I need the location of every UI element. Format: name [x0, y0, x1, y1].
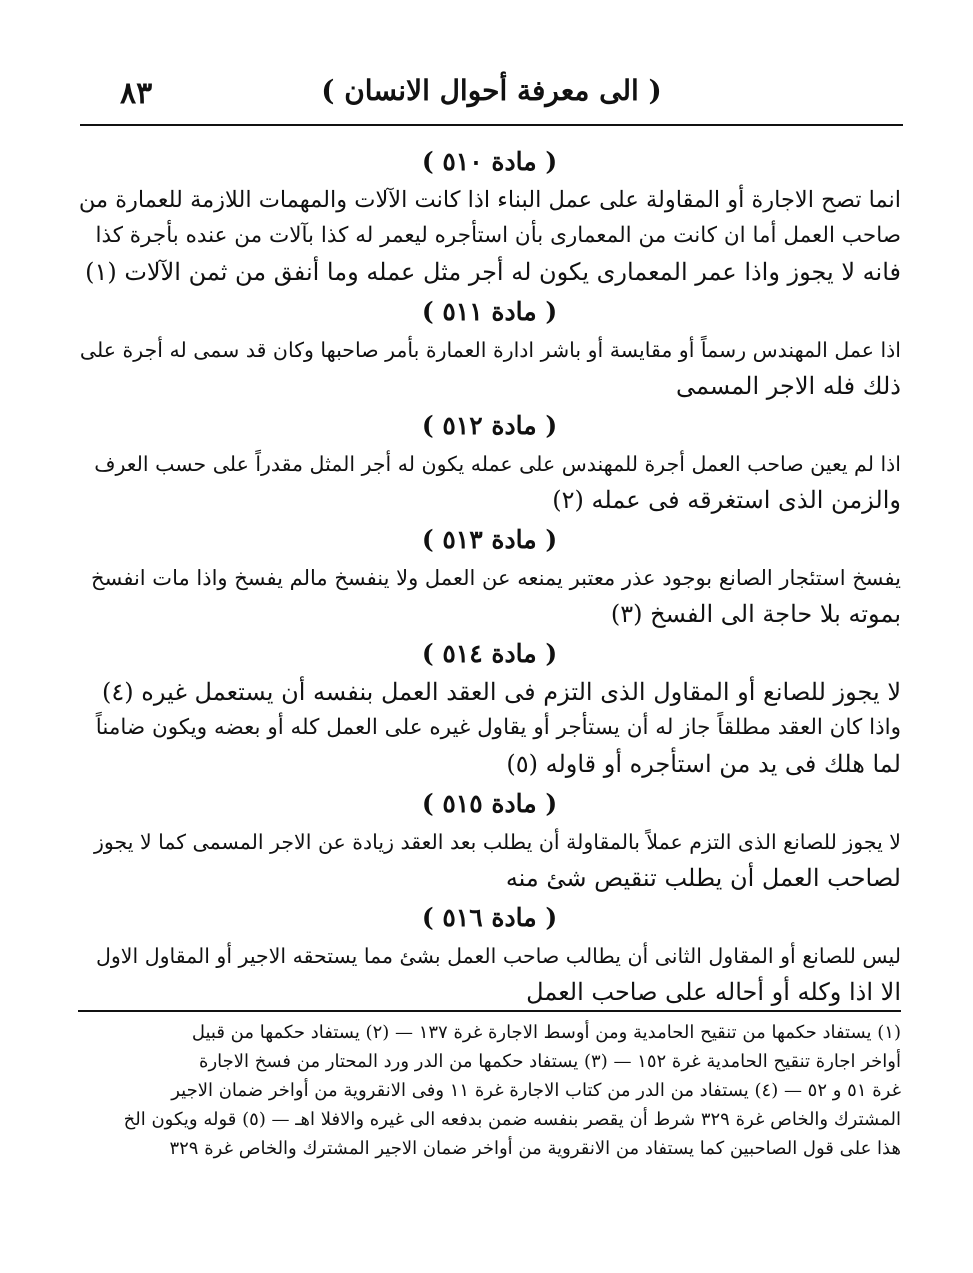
text-line: صاحب العمل أما ان كانت من المعمارى بأن استأجره ليعمر له كذا بآلات من عنده بأجرة كذا: [95, 223, 901, 248]
article-heading: ( مادة ٥١٣ ): [421, 525, 558, 554]
article-512: [78, 408, 901, 518]
text-line: والزمن الذى استغرقه فى عمله (٢): [552, 486, 901, 514]
text-line: يفسخ استئجار الصانع بوجود عذر معتبر يمنعه عن العمل ولا ينفسخ مالم يفسخ واذا مات انفسخ: [91, 566, 901, 590]
page-header: [80, 70, 903, 120]
article-511: [78, 294, 901, 404]
article-513: [78, 522, 901, 632]
article-510: [78, 144, 901, 290]
article-heading: ( مادة ٥١٢ ): [421, 411, 558, 440]
footnote-line: هذا على قول الصاحبين كما يستفاد من الانقروية من أواخر ضمان الاجير المشترك والخاص غرة ٣٢٩: [169, 1138, 901, 1159]
article-text: [78, 446, 901, 518]
footnote-line: (١) يستفاد حكمها من تنقيح الحامدية ومن أوسط الاجارة غرة ١٣٧ — (٢) يستفاد حكمها من قبيل: [191, 1022, 901, 1043]
text-line: الا اذا وكله أو أحاله على صاحب العمل: [526, 978, 901, 1006]
text-line: ليس للصانع أو المقاول الثانى أن يطالب صاحب العمل بشئ مما يستحقه الاجير أو المقاول الاول: [96, 944, 901, 968]
page-body: [78, 140, 901, 1010]
article-heading: ( مادة ٥١٥ ): [421, 789, 558, 818]
text-line: لصاحب العمل أن يطلب تنقيص شئ منه: [505, 864, 901, 892]
article-heading: ( مادة ٥١١ ): [421, 297, 558, 326]
text-line: لما هلك فى يد من استأجره أو قاوله (٥): [506, 750, 901, 778]
header-rule: [80, 124, 903, 126]
text-line: واذا كان العقد مطلقاً جاز له أن يستأجر أو يقاول غيره على العمل كله أو بعضه ويكون ضامناً: [95, 715, 901, 740]
article-heading: ( مادة ٥١٤ ): [421, 639, 558, 668]
article-515: [78, 786, 901, 896]
text-line: اذا لم يعين صاحب العمل أجرة للمهندس على عمله يكون له أجر المثل مقدراً على حسب العرف: [94, 452, 901, 476]
text-line: فانه لا يجوز واذا عمر المعمارى يكون له أجر مثل عمله وما أنفق من ثمن الآلات (١): [85, 258, 901, 286]
article-text: [78, 824, 901, 896]
text-line: بموته بلا حاجة الى الفسخ (٣): [610, 600, 901, 628]
article-text: [78, 332, 901, 404]
footnotes: [78, 1018, 901, 1163]
footnote-rule: [78, 1010, 901, 1012]
article-text: [78, 560, 901, 632]
text-line: ذلك فله الاجر المسمى: [676, 372, 901, 400]
text-line: اذا عمل المهندس رسماً أو مقايسة أو باشر ادارة العمارة بأمر صاحبها وكان قد سمى له أجرة على: [79, 338, 901, 362]
article-heading: ( مادة ٥١٠ ): [421, 147, 558, 176]
article-text: [78, 938, 901, 1010]
article-516: [78, 900, 901, 1010]
article-text: [78, 674, 901, 782]
article-heading: ( مادة ٥١٦ ): [421, 903, 558, 932]
footnote-line: المشترك والخاص غرة ٣٢٩ شرط أن يقصر بنفسه ضمن بدفعه الى غيره والافلا اهـ — (٥) قوله ويكون الخ: [123, 1109, 901, 1130]
text-line: لا يجوز للصانع الذى التزم عملاً بالمقاولة أن يطلب بعد العقد زيادة عن الاجر المسمى كما لا يجوز: [94, 830, 901, 854]
footnote-line: غرة ٥١ و ٥٢ — (٤) يستفاد من الدر من كتاب الاجارة غرة ١١ وفى الانقروية من أواخر ضمان الاجير: [171, 1080, 901, 1101]
article-514: [78, 636, 901, 782]
text-line: انما تصح الاجارة أو المقاولة على عمل البناء اذا كانت الآلات والمهمات اللازمة للعمارة من: [78, 187, 901, 213]
article-text: [78, 182, 901, 290]
page-number: ٨٣: [120, 76, 153, 111]
text-line: لا يجوز للصانع أو المقاول الذى التزم فى العقد العمل بنفسه أن يستعمل غيره (٤): [102, 678, 901, 706]
footnote-line: أواخر اجارة تنقيح الحامدية غرة ١٥٢ — (٣) يستفاد حكمها من الدر ورد المحتار من فسخ الاجارة: [199, 1051, 901, 1072]
running-title: ( الى معرفة أحوال الانسان ): [321, 74, 662, 107]
